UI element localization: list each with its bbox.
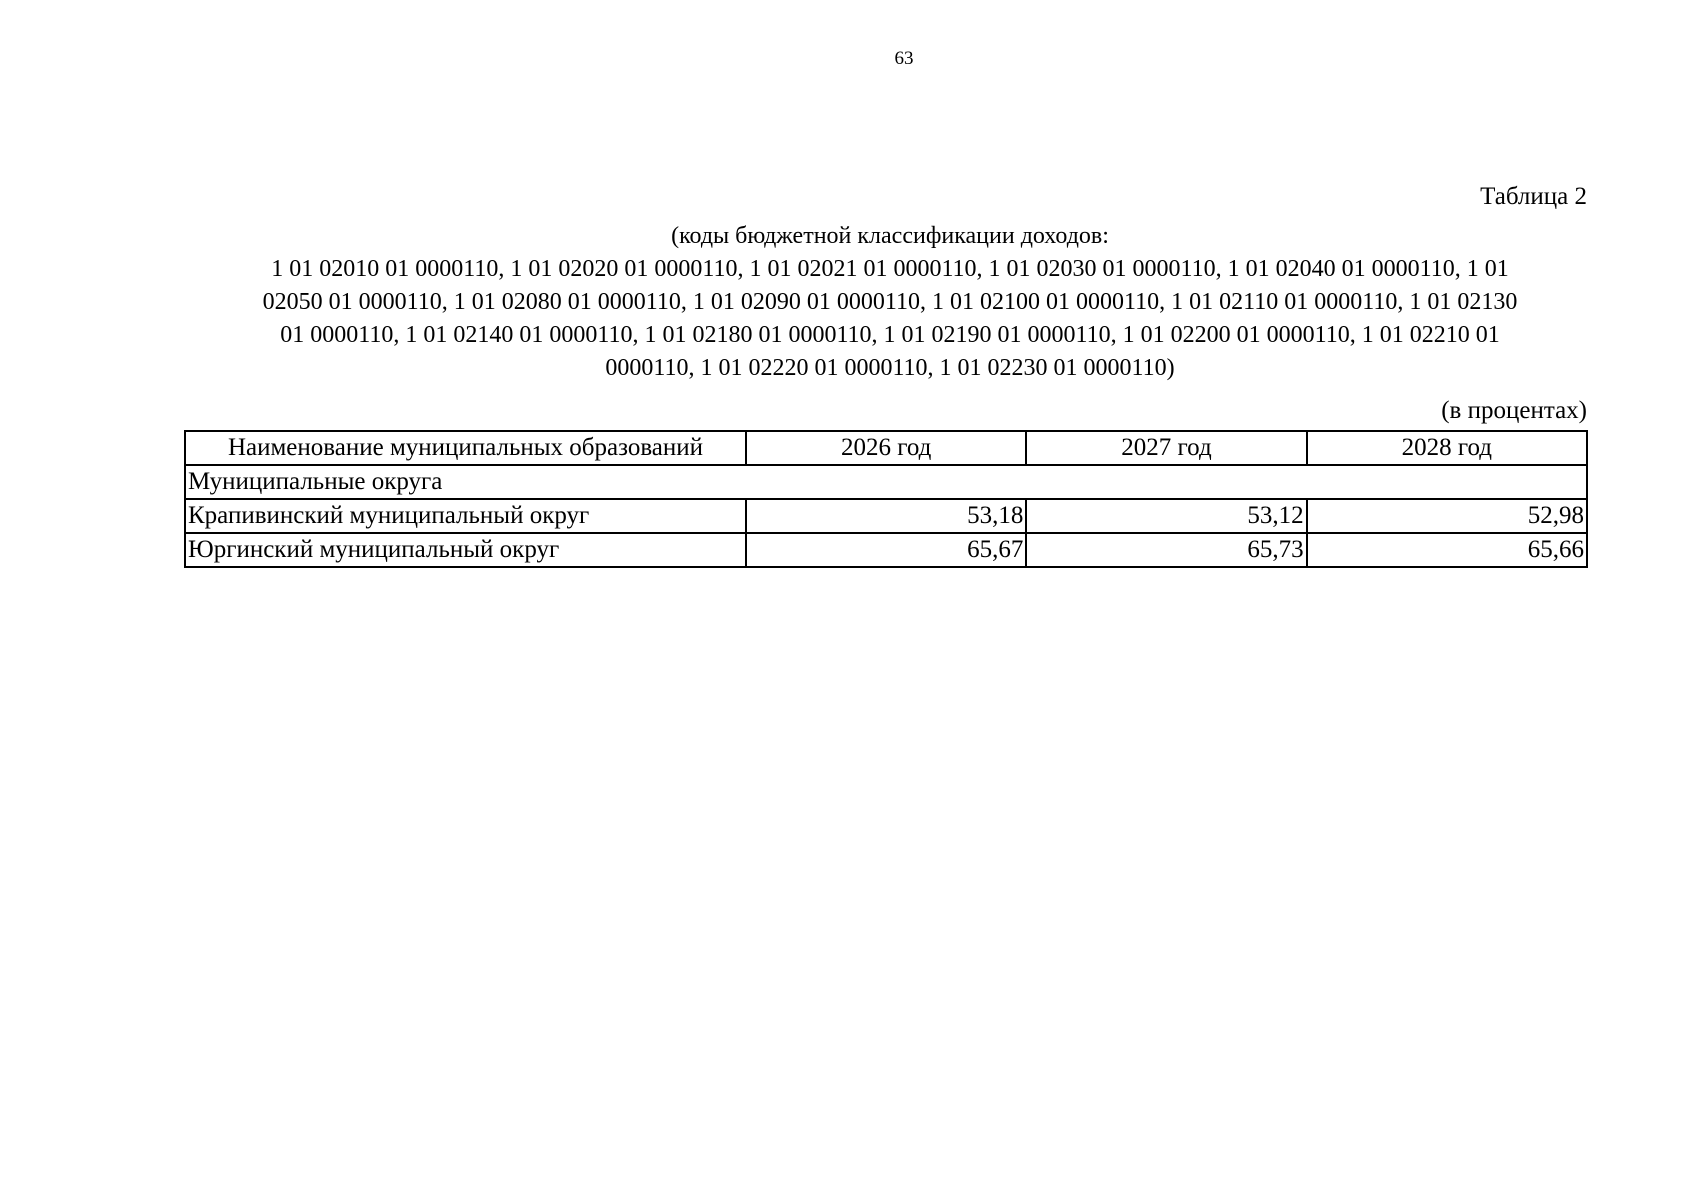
units-note: (в процентах) xyxy=(1441,397,1587,424)
budget-codes-block xyxy=(190,220,1590,385)
value-cell: 65,67 xyxy=(746,533,1026,567)
value-cell: 52,98 xyxy=(1307,499,1587,533)
codes-line: 01 0000110, 1 01 02140 01 0000110, 1 01 02180 01 0000110, 1 01 02190 01 0000110, 1 01 02200 01 0000110, 1 01 02210 01 xyxy=(280,322,1500,348)
codes-line: 0000110, 1 01 02220 01 0000110, 1 01 02230 01 0000110) xyxy=(605,355,1175,381)
table-header-row xyxy=(185,431,1587,465)
header-cell-name: Наименование муниципальных образований xyxy=(185,431,746,465)
value-cell: 53,12 xyxy=(1026,499,1306,533)
header-cell-2027: 2027 год xyxy=(1026,431,1306,465)
group-row xyxy=(185,465,1587,499)
data-table xyxy=(184,430,1588,568)
row-name-cell: Юргинский муниципальный округ xyxy=(185,533,746,567)
header-cell-2026: 2026 год xyxy=(746,431,1026,465)
codes-line: 1 01 02010 01 0000110, 1 01 02020 01 0000110, 1 01 02021 01 0000110, 1 01 02030 01 0000110, 1 01 02040 01 0000110, 1 01 xyxy=(271,256,1509,282)
table-row xyxy=(185,533,1587,567)
group-label: Муниципальные округа xyxy=(185,465,1587,499)
table-row xyxy=(185,499,1587,533)
codes-line: (коды бюджетной классификации доходов: xyxy=(671,223,1109,249)
value-cell: 65,73 xyxy=(1026,533,1306,567)
page-number: 63 xyxy=(894,48,914,69)
table-caption: Таблица 2 xyxy=(1480,183,1587,210)
header-cell-2028: 2028 год xyxy=(1307,431,1587,465)
value-cell: 53,18 xyxy=(746,499,1026,533)
row-name-cell: Крапивинский муниципальный округ xyxy=(185,499,746,533)
value-cell: 65,66 xyxy=(1307,533,1587,567)
codes-line: 02050 01 0000110, 1 01 02080 01 0000110, 1 01 02090 01 0000110, 1 01 02100 01 0000110, 1 01 02110 01 0000110, 1 01 02130 xyxy=(262,289,1518,315)
